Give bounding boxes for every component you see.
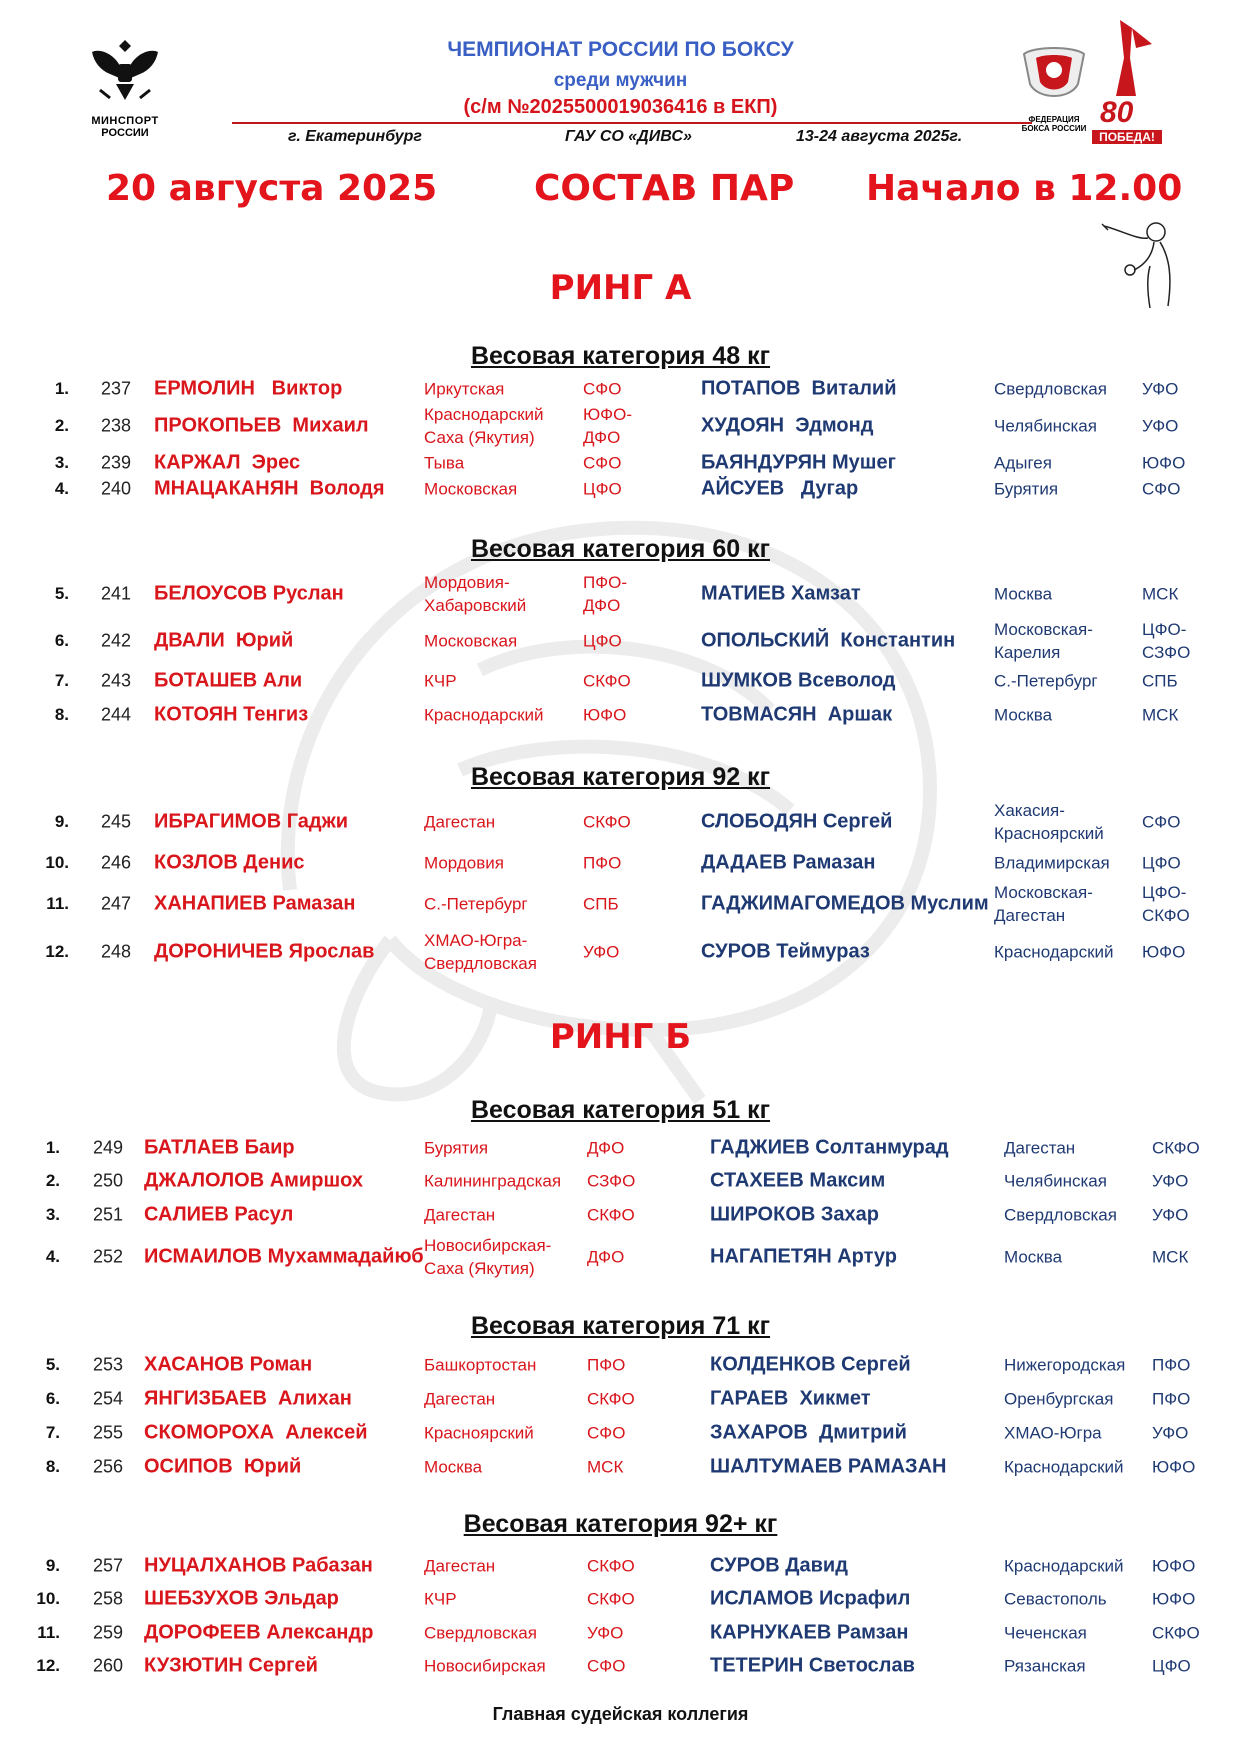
category-title: Весовая категория 92+ кг [463, 1510, 778, 1538]
blue-corner-boxer: ХУДОЯН Эдмонд [701, 414, 874, 437]
red-corner-boxer: ХАСАНОВ Роман [144, 1353, 313, 1376]
blue-corner-boxer: БАЯНДУРЯН Мушег [701, 451, 896, 474]
red-corner-region: Красноярский [424, 1423, 534, 1443]
red-corner-district: ДФО [587, 1138, 625, 1158]
blue-corner-region: Краснодарский [1004, 1457, 1124, 1477]
minsport-logo-line2: РОССИИ [101, 127, 149, 139]
red-corner-boxer: ДОРОФЕЕВ Александр [144, 1621, 374, 1644]
red-corner-district: МСК [587, 1457, 624, 1477]
blue-corner-boxer: СУРОВ Давид [710, 1554, 848, 1577]
red-corner-district: УФО [587, 1623, 624, 1643]
red-corner-boxer: ДЖАЛОЛОВ Амиршох [144, 1169, 363, 1192]
red-corner-region: Мордовия- Хабаровский [424, 573, 527, 615]
footer-signature: Главная судейская коллегия [492, 1704, 749, 1724]
blue-corner-district: СФО [1142, 812, 1181, 832]
blue-corner-district: ПФО [1152, 1355, 1191, 1375]
bout-number: 12. [36, 1656, 60, 1675]
blue-corner-region: Московская- Дагестан [994, 883, 1093, 925]
blue-corner-boxer: СТАХЕЕВ Максим [710, 1169, 886, 1192]
bout-number: 3. [54, 453, 69, 472]
red-corner-region: Новосибирская [424, 1656, 546, 1676]
red-corner-boxer: НУЦАЛХАНОВ Рабазан [144, 1554, 373, 1577]
blue-corner-region: Оренбургская [1004, 1389, 1114, 1409]
bout-id: 250 [93, 1170, 124, 1191]
blue-corner-region: Московская- Карелия [994, 620, 1093, 662]
victory-80-text: ПОБЕДА! [1092, 130, 1162, 144]
bout-number: 6. [54, 631, 69, 650]
blue-corner-region: Свердловская [1004, 1205, 1117, 1225]
venue: ГАУ СО «ДИВС» [565, 128, 692, 145]
blue-corner-boxer: ГАДЖИЕВ Солтанмурад [710, 1136, 949, 1159]
blue-corner-boxer: ТЕТЕРИН Светослав [710, 1654, 915, 1677]
red-corner-region: Дагестан [424, 1556, 496, 1576]
bout-id: 251 [93, 1204, 124, 1225]
red-corner-region: Башкортостан [424, 1355, 537, 1375]
bout-id: 258 [93, 1588, 124, 1609]
blue-corner-boxer: ГАРАЕВ Хикмет [710, 1387, 871, 1410]
bout-id: 256 [93, 1456, 124, 1477]
red-corner-boxer: ИБРАГИМОВ Гаджи [154, 810, 349, 833]
blue-corner-boxer: ИСЛАМОВ Исрафил [710, 1587, 911, 1610]
bout-number: 8. [54, 705, 69, 724]
blue-corner-boxer: СУРОВ Теймураз [701, 940, 870, 963]
blue-corner-region: Бурятия [994, 479, 1059, 499]
red-corner-district: ЮФО- ДФО [583, 405, 632, 447]
red-corner-district: СФО [587, 1423, 626, 1443]
bout-date: 20 августа 2025 [106, 168, 438, 209]
red-corner-district: ПФО [587, 1355, 626, 1375]
bout-id: 260 [93, 1655, 124, 1676]
boxing-federation-logo [1016, 40, 1092, 135]
bout-number: 6. [45, 1389, 60, 1408]
blue-corner-district: ПФО [1152, 1389, 1191, 1409]
bout-number: 9. [54, 812, 69, 831]
bout-id: 252 [93, 1246, 124, 1267]
bout-number: 7. [54, 671, 69, 690]
category-title: Весовая категория 92 кг [470, 763, 771, 791]
bout-number: 5. [45, 1355, 60, 1374]
red-corner-district: СКФО [587, 1205, 635, 1225]
bout-id: 241 [101, 583, 132, 604]
bout-id: 237 [101, 378, 132, 399]
victory-80-number: 80 [1100, 96, 1134, 129]
blue-corner-boxer: КАРНУКАЕВ Рамзан [710, 1621, 909, 1644]
bout-id: 242 [101, 630, 132, 651]
blue-corner-region: Владимирская [994, 853, 1110, 873]
blue-corner-district: УФО [1142, 416, 1179, 436]
blue-corner-district: МСК [1142, 584, 1179, 604]
blue-corner-boxer: ШАЛТУМАЕВ РАМАЗАН [710, 1455, 947, 1478]
blue-corner-district: МСК [1142, 705, 1179, 725]
blue-corner-district: УФО [1152, 1171, 1189, 1191]
blue-corner-district: ЦФО [1152, 1656, 1191, 1676]
red-corner-region: Новосибирская- Саха (Якутия) [424, 1236, 552, 1278]
blue-corner-district: ЮФО [1152, 1457, 1196, 1477]
red-corner-district: ЦФО [583, 479, 622, 499]
bout-id: 246 [101, 852, 132, 873]
red-corner-boxer: ШЕБЗУХОВ Эльдар [144, 1587, 339, 1610]
bout-number: 11. [46, 894, 69, 913]
bout-number: 9. [45, 1556, 60, 1575]
red-corner-boxer: КАРЖАЛ Эрес [154, 451, 301, 474]
blue-corner-boxer: СЛОБОДЯН Сергей [701, 810, 893, 833]
red-corner-region: Калининградская [424, 1171, 562, 1191]
blue-corner-region: Свердловская [994, 379, 1107, 399]
red-corner-boxer: ХАНАПИЕВ Рамазан [154, 892, 356, 915]
blue-corner-region: Нижегородская [1004, 1355, 1126, 1375]
red-corner-district: ПФО- ДФО [583, 573, 628, 615]
bout-number: 11. [37, 1623, 60, 1642]
ring-a-title: РИНГ А [549, 268, 692, 308]
category-title: Весовая категория 51 кг [470, 1096, 771, 1124]
red-corner-region: ХМАО-Югра- Свердловская [424, 931, 537, 973]
blue-corner-region: Рязанская [1004, 1656, 1086, 1676]
federation-logo-line1: ФЕДЕРАЦИЯ [1028, 115, 1080, 124]
red-corner-boxer: ЕРМОЛИН Виктор [154, 377, 343, 400]
blue-corner-district: МСК [1152, 1247, 1189, 1267]
red-corner-boxer: БОТАШЕВ Али [154, 669, 303, 692]
red-corner-boxer: БАТЛАЕВ Баир [144, 1136, 295, 1159]
red-corner-boxer: БЕЛОУСОВ Руслан [154, 582, 344, 605]
blue-corner-region: Москва [994, 705, 1053, 725]
bout-number: 2. [54, 416, 69, 435]
red-corner-district: СФО [587, 1656, 626, 1676]
blue-corner-region: Краснодарский [994, 942, 1114, 962]
bout-number: 1. [54, 379, 69, 398]
ring-b-title: РИНГ Б [549, 1017, 692, 1057]
blue-corner-district: СКФО [1152, 1138, 1200, 1158]
blue-corner-region: Краснодарский [1004, 1556, 1124, 1576]
bout-id: 238 [101, 415, 132, 436]
blue-corner-boxer: КОЛДЕНКОВ Сергей [710, 1353, 911, 1376]
blue-corner-boxer: МАТИЕВ Хамзат [701, 582, 861, 605]
bout-id: 254 [93, 1388, 124, 1409]
blue-corner-region: Дагестан [1004, 1138, 1076, 1158]
bout-number: 2. [45, 1171, 60, 1190]
bout-number: 3. [45, 1205, 60, 1224]
ekp-number: (с/м №2025500019036416 в ЕКП) [463, 96, 778, 118]
red-corner-district: ПФО [583, 853, 622, 873]
blue-corner-region: Москва [994, 584, 1053, 604]
blue-corner-district: ЦФО- СКФО [1142, 883, 1190, 925]
blue-corner-region: Севастополь [1004, 1589, 1107, 1609]
red-corner-region: Краснодарский Саха (Якутия) [424, 405, 544, 447]
blue-corner-district: УФО [1152, 1423, 1189, 1443]
federation-emblem-icon [1016, 40, 1092, 110]
red-corner-district: ДФО [587, 1247, 625, 1267]
red-corner-boxer: КОТОЯН Тенгиз [154, 703, 309, 726]
red-corner-region: Дагестан [424, 1389, 496, 1409]
red-corner-region: С.-Петербург [424, 894, 528, 914]
blue-corner-boxer: АЙСУЕВ Дугар [701, 477, 859, 500]
bout-number: 10. [45, 853, 69, 872]
blue-corner-district: ЦФО- СЗФО [1142, 620, 1191, 662]
red-corner-boxer: ПРОКОПЬЕВ Михаил [154, 414, 369, 437]
red-corner-boxer: ОСИПОВ Юрий [144, 1455, 302, 1478]
blue-corner-district: СПБ [1142, 671, 1178, 691]
red-corner-region: Мордовия [424, 853, 504, 873]
start-time: Начало в 12.00 [866, 168, 1183, 209]
blue-corner-region: ХМАО-Югра [1004, 1423, 1102, 1443]
blue-corner-boxer: ШУМКОВ Всеволод [701, 669, 896, 692]
bout-number: 8. [45, 1457, 60, 1476]
blue-corner-boxer: ШИРОКОВ Захар [710, 1203, 879, 1226]
pairs-title: СОСТАВ ПАР [534, 168, 795, 209]
red-corner-district: СКФО [587, 1389, 635, 1409]
red-corner-district: СКФО [583, 671, 631, 691]
red-corner-region: Краснодарский [424, 705, 544, 725]
red-corner-boxer: ДВАЛИ Юрий [154, 629, 294, 652]
header-rule [232, 122, 1032, 124]
blue-corner-region: Хакасия- Красноярский [994, 801, 1104, 843]
red-corner-district: СФО [583, 379, 622, 399]
red-corner-boxer: МНАЦАКАНЯН Володя [154, 477, 385, 500]
blue-corner-district: СКФО [1152, 1623, 1200, 1643]
red-corner-district: СФО [583, 453, 622, 473]
blue-corner-region: Москва [1004, 1247, 1063, 1267]
blue-corner-boxer: ДАДАЕВ Рамазан [701, 851, 876, 874]
bout-id: 248 [101, 941, 132, 962]
bout-number: 12. [45, 942, 69, 961]
bout-id: 259 [93, 1622, 124, 1643]
event-dates: 13-24 августа 2025г. [796, 128, 963, 145]
blue-corner-boxer: ТОВМАСЯН Аршак [701, 703, 893, 726]
red-corner-district: СЗФО [587, 1171, 636, 1191]
city: г. Екатеринбург [288, 128, 422, 145]
bout-number: 5. [54, 584, 69, 603]
red-corner-district: СКФО [587, 1556, 635, 1576]
bout-id: 253 [93, 1354, 124, 1375]
red-corner-region: Московская [424, 479, 518, 499]
red-corner-region: Дагестан [424, 812, 496, 832]
bout-id: 257 [93, 1555, 124, 1576]
blue-corner-district: ЮФО [1142, 942, 1186, 962]
blue-corner-district: ЦФО [1142, 853, 1181, 873]
red-corner-boxer: СКОМОРОХА Алексей [144, 1421, 368, 1444]
blue-corner-district: УФО [1142, 379, 1179, 399]
red-corner-boxer: ИСМАИЛОВ Мухаммадайюб [144, 1245, 424, 1268]
bout-id: 244 [101, 704, 132, 725]
motherland-statue-icon [1092, 18, 1162, 100]
red-corner-boxer: ЯНГИЗБАЕВ Алихан [144, 1387, 352, 1410]
red-corner-region: Свердловская [424, 1623, 537, 1643]
red-corner-region: КЧР [424, 1589, 457, 1609]
red-corner-boxer: САЛИЕВ Расул [144, 1203, 294, 1226]
red-corner-district: СКФО [583, 812, 631, 832]
blue-corner-district: УФО [1152, 1205, 1189, 1225]
red-corner-district: ЮФО [583, 705, 627, 725]
bout-id: 243 [101, 670, 132, 691]
category-title: Весовая категория 60 кг [470, 535, 771, 563]
blue-corner-region: Чеченская [1004, 1623, 1087, 1643]
red-corner-region: Москва [424, 1457, 483, 1477]
red-corner-region: Дагестан [424, 1205, 496, 1225]
federation-logo-line2: БОКСА РОССИИ [1021, 124, 1087, 133]
bout-id: 239 [101, 452, 132, 473]
red-corner-boxer: КУЗЮТИН Сергей [144, 1654, 318, 1677]
blue-corner-district: ЮФО [1152, 1589, 1196, 1609]
red-corner-boxer: ДОРОНИЧЕВ Ярослав [154, 940, 375, 963]
bout-number: 10. [36, 1589, 60, 1608]
victory-80-logo [1092, 18, 1162, 153]
championship-subtitle: среди мужчин [553, 70, 688, 91]
bout-id: 245 [101, 811, 132, 832]
red-corner-district: ЦФО [583, 631, 622, 651]
red-corner-region: Бурятия [424, 1138, 489, 1158]
bout-id: 247 [101, 893, 132, 914]
blue-corner-district: СФО [1142, 479, 1181, 499]
blue-corner-district: ЮФО [1142, 453, 1186, 473]
red-corner-region: КЧР [424, 671, 457, 691]
blue-corner-region: Адыгея [994, 453, 1052, 473]
blue-corner-district: ЮФО [1152, 1556, 1196, 1576]
bout-id: 240 [101, 478, 132, 499]
bout-id: 255 [93, 1422, 124, 1443]
blue-corner-boxer: ГАДЖИМАГОМЕДОВ Муслим [701, 892, 989, 915]
category-title: Весовая категория 71 кг [470, 1312, 771, 1340]
red-corner-region: Иркутская [424, 379, 505, 399]
category-title: Весовая категория 48 кг [470, 342, 771, 370]
blue-corner-region: С.-Петербург [994, 671, 1098, 691]
blue-corner-boxer: НАГАПЕТЯН Артур [710, 1245, 897, 1268]
red-corner-district: СПБ [583, 894, 619, 914]
blue-corner-region: Челябинская [994, 416, 1097, 436]
championship-title: ЧЕМПИОНАТ РОССИИ ПО БОКСУ [447, 38, 794, 61]
bout-number: 7. [45, 1423, 60, 1442]
minsport-logo-line1: МИНСПОРТ [91, 115, 159, 127]
bout-number: 1. [45, 1138, 60, 1157]
blue-corner-boxer: ПОТАПОВ Виталий [701, 377, 897, 400]
bout-number: 4. [45, 1247, 60, 1266]
red-corner-region: Московская [424, 631, 518, 651]
blue-corner-boxer: ЗАХАРОВ Дмитрий [710, 1421, 907, 1444]
bout-number: 4. [54, 479, 69, 498]
bout-id: 249 [93, 1137, 124, 1158]
red-corner-region: Тыва [424, 453, 465, 473]
blue-corner-region: Челябинская [1004, 1171, 1107, 1191]
red-corner-boxer: КОЗЛОВ Денис [154, 851, 305, 874]
red-corner-district: УФО [583, 942, 620, 962]
blue-corner-boxer: ОПОЛЬСКИЙ Константин [701, 629, 956, 652]
red-corner-district: СКФО [587, 1589, 635, 1609]
